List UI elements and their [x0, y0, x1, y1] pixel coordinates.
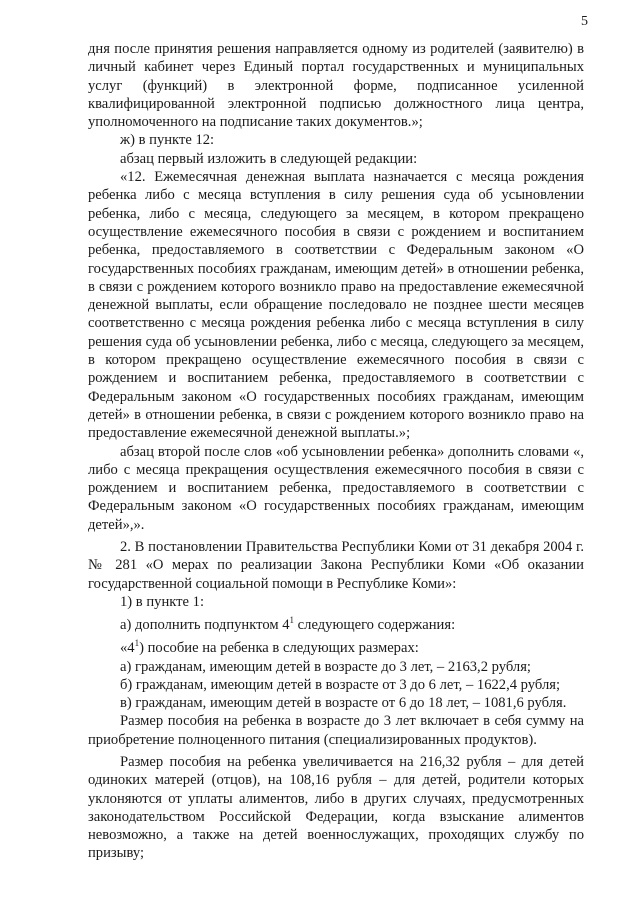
- paragraph-text: следующего содержания:: [294, 617, 456, 634]
- paragraph: абзац первый изложить в следующей редакции:: [120, 150, 418, 167]
- paragraph: ж) в пункте 12:: [120, 132, 215, 149]
- paragraph: 1) в пункте 1:: [120, 593, 205, 610]
- paragraph-text: «4: [120, 640, 135, 657]
- paragraph: б) гражданам, имеющим детей в возрасте от 3 до 6 лет, – 1622,4 рубля;: [120, 676, 560, 693]
- superscript: 1: [289, 615, 295, 626]
- superscript: 1: [134, 638, 140, 649]
- paragraph: дня после принятия решения направляется одному из родителей (заявителю) в личный кабинет через Единый портал государственных и муниципальных услуг (функций) в электронной форме, подписанное усиленной квалифицированной электронной подписью должностного лица центра, уполномоченного на подписание таких документов.»;: [88, 41, 584, 131]
- paragraph: в) гражданам, имеющим детей в возрасте от 6 до 18 лет, – 1081,6 рубля.: [120, 695, 567, 712]
- paragraph: [88, 611, 584, 634]
- paragraph: Размер пособия на ребенка увеличивается на 216,32 рубля – для детей одиноких матерей (отцов), на 108,16 рубля – для детей, родители которых уклоняются от уплаты алиментов, либо в других случаях, предусмотренных законодательством Российской Федерации, когда взыскание алиментов невозможно, а также на детей военнослужащих, проходящих службу по призыву;: [88, 754, 584, 862]
- paragraph: а) гражданам, имеющим детей в возрасте до 3 лет, – 2163,2 рубля;: [120, 658, 531, 675]
- paragraph: 2. В постановлении Правительства Республики Коми от 31 декабря 2004 г. № 281 «О мерах по реализации Закона Республики Коми «Об оказании государственной социальной помощи в Республике Коми»:: [88, 539, 584, 592]
- paragraph: абзац второй после слов «об усыновлении ребенка» дополнить словами «, либо с месяца прекращения осуществления ежемесячного пособия в связи с рождением и воспитанием ребенка, предоставляемого в соответствии с Федеральным законом «О государственных пособиях гражданам, имеющим детей»,».: [88, 443, 584, 533]
- page-number: 5: [581, 14, 588, 29]
- document-body: [88, 40, 584, 863]
- paragraph-text: а) дополнить подпунктом 4: [120, 617, 290, 634]
- paragraph: Размер пособия на ребенка в возрасте до 3 лет включает в себя сумму на приобретение полноценного питания (специализированных продуктов).: [88, 713, 584, 748]
- paragraph: «12. Ежемесячная денежная выплата назначается с месяца рождения ребенка либо с месяца вступления в силу решения суда об усыновлении ребенка, либо с месяца, следующего за месяцем, в котором прекращено осуществление ежемесячного пособия в связи с рождением и воспитанием ребенка, предоставляемого в соответствии с Федеральным законом «О государственных пособиях гражданам, имеющим детей» в отношении ребенка, в связи с рождением которого возникло право на предоставление ежемесячной денежной выплаты, если обращение последовало не позднее шести месяцев соответственно с месяца рождения ребенка либо с месяца вступления в силу решения суда об усыновлении ребенка, либо с месяца, следующего за месяцем, в котором прекращено осуществление ежемесячного пособия в связи с рождением и воспитанием ребенка, предоставляемого в соответствии с Федеральным законом «О государственных пособиях гражданам, имеющим детей» в отношении ребенка, в связи с рождением которого возникло право на предоставление ежемесячной денежной выплаты.»;: [88, 169, 584, 442]
- paragraph: [88, 634, 584, 657]
- paragraph-text: ) пособие на ребенка в следующих размерах:: [139, 640, 419, 657]
